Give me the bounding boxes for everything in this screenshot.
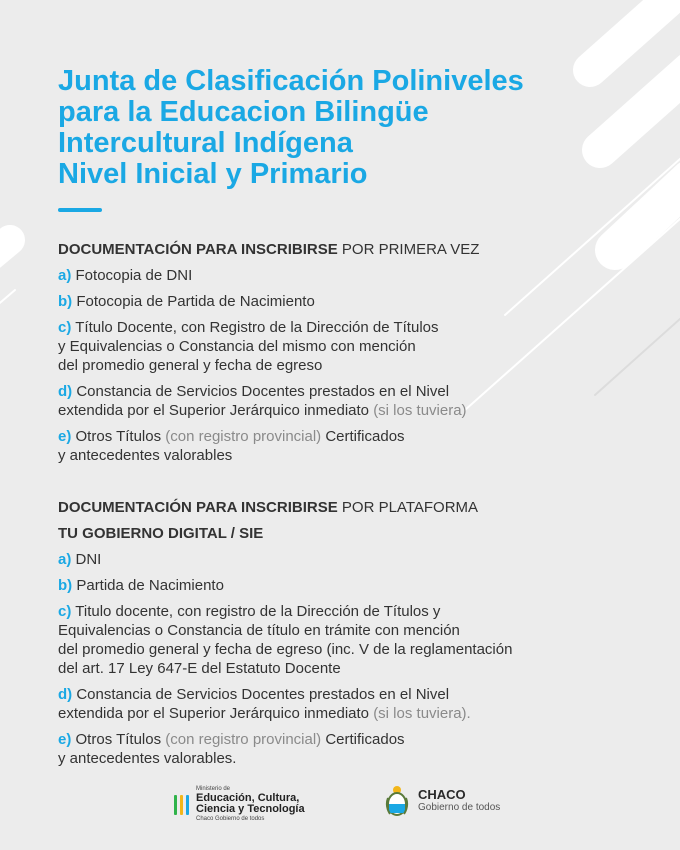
coat-of-arms-icon (384, 784, 410, 818)
item-letter: e) (58, 731, 72, 748)
item-text: Equivalencias o Constancia de título en trámite con mención (58, 622, 460, 639)
title-line: Junta de Clasificación Poliniveles (58, 65, 524, 97)
ministry-name-line1: Educación, Cultura, (196, 792, 300, 804)
section2-heading (58, 498, 648, 517)
item-letter: b) (58, 293, 73, 310)
item-text: Otros Títulos (75, 731, 166, 748)
item-text: Otros Títulos (75, 428, 166, 445)
item-letter: c) (58, 319, 72, 336)
section2-subheading-text: TU GOBIERNO DIGITAL / SIE (58, 525, 264, 542)
item-letter: a) (58, 267, 72, 284)
ministry-name-line2: Ciencia y Tecnología (196, 803, 305, 815)
section1-item-c (58, 318, 648, 375)
section2-heading-bold: DOCUMENTACIÓN PARA INSCRIBIRSE (58, 499, 338, 516)
item-muted: (con registro provincial) (165, 731, 322, 748)
item-text: DNI (75, 551, 102, 568)
chaco-logo (384, 784, 500, 818)
ministry-small: Ministerio de (196, 786, 231, 792)
item-text: Certificados (321, 428, 405, 445)
item-text: Titulo docente, con registro de la Dirección de Títulos y (75, 603, 441, 620)
item-text: Título Docente, con Registro de la Dirección de Títulos (75, 319, 439, 336)
section2-item-e (58, 730, 648, 768)
section1-item-b (58, 292, 648, 311)
item-text: Fotocopia de Partida de Nacimiento (76, 293, 315, 310)
title-accent-bar (58, 208, 102, 212)
page-title (58, 66, 638, 190)
item-text: del promedio general y fecha de egreso (58, 357, 323, 374)
item-text: Constancia de Servicios Docentes prestados en el Nivel (76, 383, 450, 400)
item-text: y antecedentes valorables. (58, 750, 237, 767)
item-text: Certificados (321, 731, 405, 748)
section2-heading-rest: POR PLATAFORMA (337, 499, 479, 516)
item-letter: a) (58, 551, 72, 568)
item-muted: (con registro provincial) (165, 428, 322, 445)
section1-heading-bold: DOCUMENTACIÓN PARA INSCRIBIRSE (58, 241, 338, 258)
item-letter: d) (58, 383, 73, 400)
item-text: extendida por el Superior Jerárquico inmediato (58, 402, 374, 419)
section1-item-d (58, 382, 648, 420)
ministry-logo (174, 786, 305, 823)
document-body (58, 240, 648, 775)
item-text: Partida de Nacimiento (76, 577, 224, 594)
section1-item-a (58, 266, 648, 285)
title-line: Intercultural Indígena (58, 127, 353, 159)
item-letter: b) (58, 577, 73, 594)
section2-item-a (58, 550, 648, 569)
section2-item-d (58, 685, 648, 723)
item-text: y Equivalencias o Constancia del mismo con mención (58, 338, 416, 355)
title-line: para la Educacion Bilingüe (58, 96, 429, 128)
item-muted: (si los tuviera) (373, 402, 467, 419)
item-text: extendida por el Superior Jerárquico inmediato (58, 705, 374, 722)
section2-item-c (58, 602, 648, 678)
item-letter: e) (58, 428, 72, 445)
item-text: Constancia de Servicios Docentes prestados en el Nivel (76, 686, 450, 703)
section2-item-b (58, 576, 648, 595)
footer (0, 782, 680, 822)
item-text: del art. 17 Ley 647-E del Estatuto Docente (58, 660, 341, 677)
title-line: Nivel Inicial y Primario (58, 158, 368, 190)
item-letter: c) (58, 603, 72, 620)
item-text: y antecedentes valorables (58, 447, 233, 464)
item-muted: (si los tuviera). (373, 705, 471, 722)
ministry-bars-icon (174, 795, 189, 815)
section1-item-e (58, 427, 648, 465)
chaco-name: CHACO (418, 787, 466, 802)
item-text: del promedio general y fecha de egreso (inc. V de la reglamentación (58, 641, 513, 658)
chaco-sub: Gobierno de todos (418, 802, 501, 813)
section2-subheading (58, 524, 648, 543)
section1-heading-rest: POR PRIMERA VEZ (337, 241, 480, 258)
item-letter: d) (58, 686, 73, 703)
section1-heading (58, 240, 648, 259)
ministry-sub: Chaco Gobierno de todos (196, 816, 265, 822)
item-text: Fotocopia de DNI (75, 267, 193, 284)
